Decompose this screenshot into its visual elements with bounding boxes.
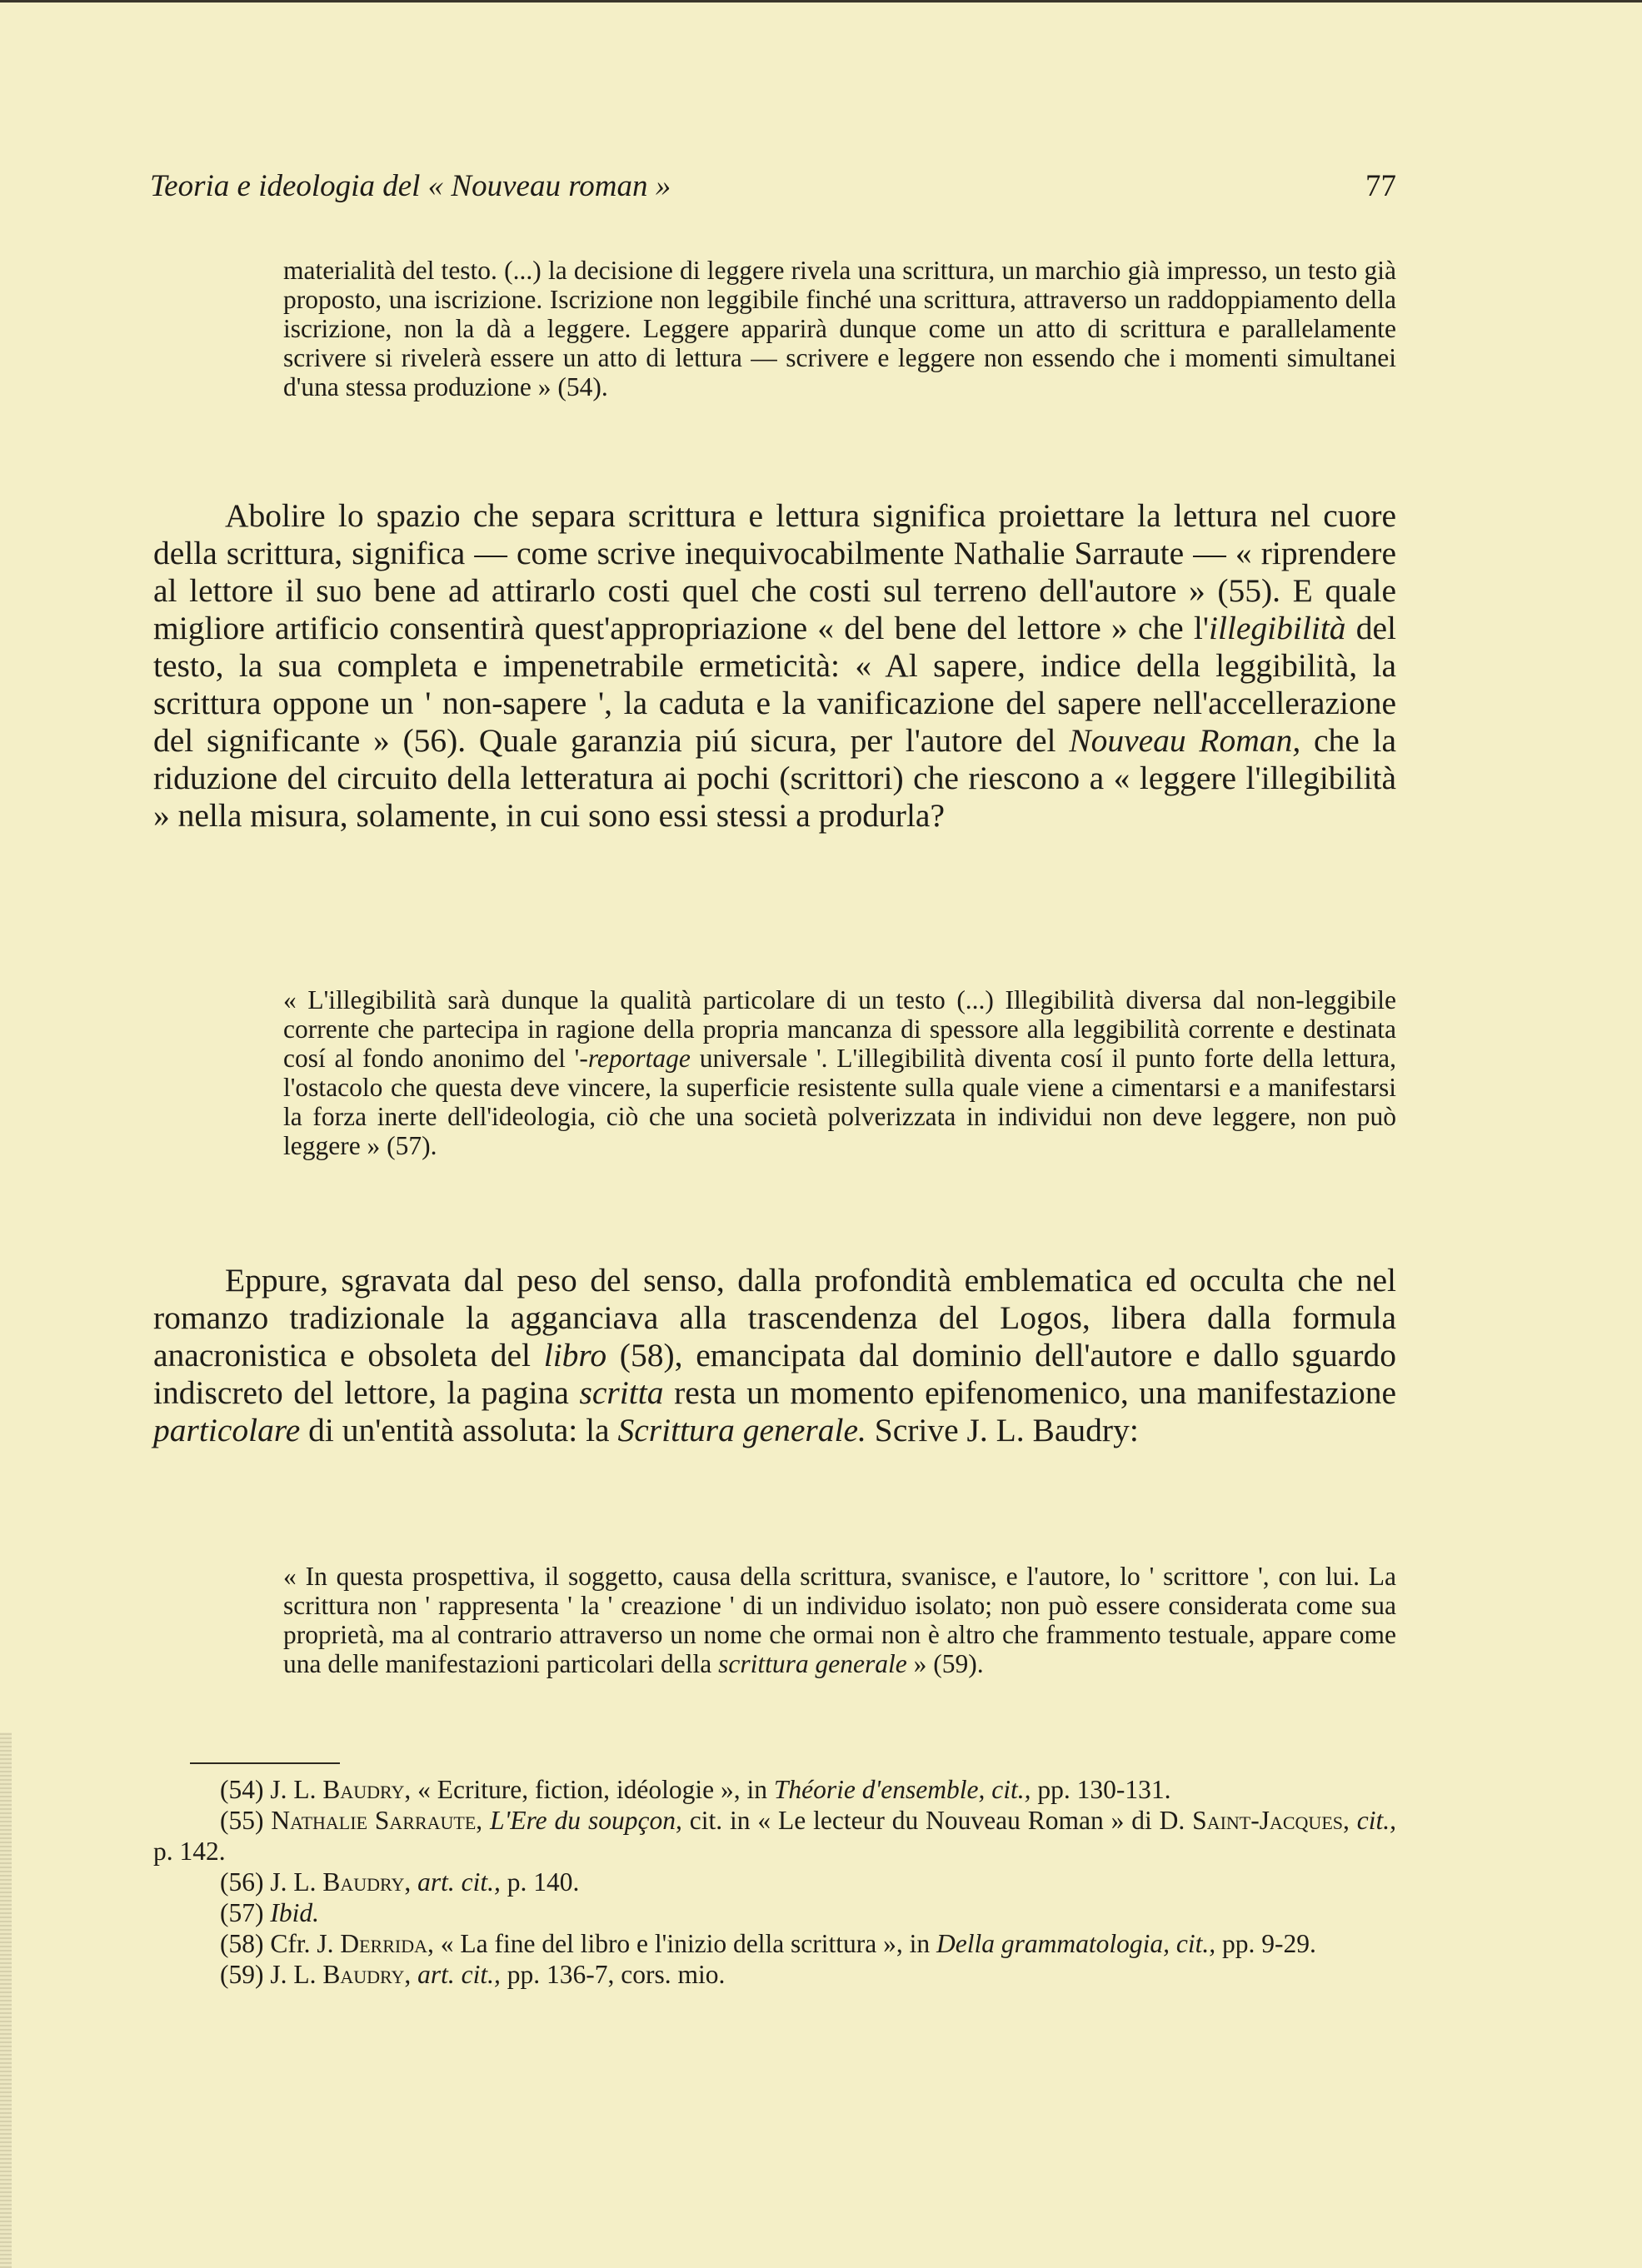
footnote-text (482, 1806, 490, 1835)
body-paragraph-1 (153, 497, 1396, 835)
running-header (150, 163, 1396, 210)
italic-run: Nouveau Roman, (1069, 722, 1301, 759)
footnote-text: cit. in « Le lecteur du Nouveau Roman » di D. (681, 1806, 1193, 1835)
footnote-text: « Ecriture, fiction, idéologie », in (411, 1775, 774, 1804)
quote-text: materialità del testo. (...) la decisione di leggere rivela una scrittura, un marchio già impresso, un testo già proposto, una iscrizione. Iscrizione non leggibile finché una scrittura, attraverso un raddoppiamento della iscrizione, non la dà a leggere. Leggere apparirà dunque come un atto di scrittura e parallelamente scrivere si rivelerà essere un atto di lettura — scrivere e leggere non essendo che i momenti simultanei d'una stessa produzione » (54). (283, 256, 1396, 401)
footnote-text: pp. 9-29. (1215, 1929, 1316, 1958)
footnote-58 (153, 1928, 1396, 1959)
footnote-title: art. cit., (417, 1867, 501, 1897)
italic-run: scrittura generale (718, 1649, 907, 1678)
quote-text: « L'illegibilità sarà dunque la qualità particolare di un testo (...) Illegibilità diversa dal non-leggibile corrente che partecipa in ragione della propria mancanza di spessore alla leggibilità corrente e destinata cosí al fondo anonimo del ' (283, 985, 1396, 1073)
text-run: resta un momento epifenomenico, una manifestazione (663, 1374, 1396, 1411)
quote-paragraph (283, 256, 1396, 401)
text-run: di un'entità assoluta: la (300, 1412, 618, 1448)
footnote-author: Derrida, (340, 1929, 434, 1958)
footnote-text: pp. 130-131. (1031, 1775, 1171, 1804)
footnote-number: (56) (220, 1867, 264, 1897)
footnote-number: (58) (220, 1929, 264, 1958)
quote-text: » (59). (906, 1649, 984, 1678)
footnote-number: (55) (220, 1806, 264, 1835)
italic-run: illegibilità (1208, 610, 1346, 646)
text-run: (58), emancipata dal dominio dell'autore e dallo sguardo indiscreto del lettore, la pagina (153, 1337, 1396, 1411)
italic-run: Scrittura generale. (617, 1412, 866, 1448)
running-title: Teoria e ideologia del « Nouveau roman » (150, 169, 671, 203)
footnote-57 (153, 1897, 1396, 1928)
quote-paragraph (283, 1562, 1396, 1678)
footnote-text: Cfr. J. (270, 1929, 341, 1958)
footnote-number: (57) (220, 1898, 264, 1927)
page-edge-texture (0, 1732, 12, 2268)
italic-run: -reportage (579, 1044, 691, 1073)
block-quote-1 (283, 256, 1396, 401)
footnote-author: Nathalie Sarraute, (271, 1806, 483, 1835)
footnote-author: J. L. Baudry, (270, 1867, 412, 1897)
body-paragraph-2 (153, 1262, 1396, 1449)
footnote-author: J. L. Baudry, (270, 1775, 412, 1804)
italic-run: libro (543, 1337, 607, 1373)
quote-text: universale '. L'illegibilità diventa cosí il punto forte della lettura, l'ostacolo che questa deve vincere, la superficie resistente sulla quale viene a cimentarsi e a manifestarsi la forza inerte dell'ideologia, ciò che una società polverizzata in individui non deve leggere, non può leggere » (57). (283, 1044, 1396, 1160)
footnote-number: (59) (220, 1960, 264, 1989)
footnotes (153, 1774, 1396, 1990)
footnote-59 (153, 1959, 1396, 1990)
paragraph-text (153, 497, 1396, 835)
quote-text: « In questa prospettiva, il soggetto, causa della scrittura, svanisce, e l'autore, lo ' scrittore ', con lui. La scrittura non ' rappresenta ' la ' creazione ' di un individuo isolato; non può essere considerata come sua proprietà, ma al contrario attraverso un nome che ormai non è altro che frammento testuale, appare come una delle manifestazioni particolari della (283, 1562, 1396, 1678)
footnote-title: art. cit., (417, 1960, 501, 1989)
paragraph-text (153, 1262, 1396, 1449)
footnote-text: pp. 136-7, cors. mio. (500, 1960, 726, 1989)
footnote-55 (153, 1805, 1396, 1867)
footnote-title: cit., (1356, 1806, 1397, 1835)
italic-run: particolare (153, 1412, 301, 1448)
text-run: Abolire lo spazio che separa scrittura e lettura significa proiettare la lettura nel cuore della scrittura, significa — come scrive inequivocabilmente Nathalie Sarraute — « riprendere al lettore il suo bene ad attirarlo costi quel che costi sul terreno dell'autore » (55). E quale migliore artificio consentirà quest'appropriazione « del bene del lettore » che l' (153, 497, 1396, 646)
block-quote-3 (283, 1562, 1396, 1678)
quote-paragraph (283, 985, 1396, 1160)
top-edge-rule (0, 0, 1642, 2)
footnote-author: J. L. Baudry, (270, 1960, 412, 1989)
footnote-author: Saint-Jacques, (1192, 1806, 1350, 1835)
footnote-text: p. 142. (153, 1837, 226, 1866)
footnote-title: L'Ere du soupçon, (490, 1806, 682, 1835)
block-quote-2 (283, 985, 1396, 1160)
footnote-54 (153, 1774, 1396, 1805)
page-number: 77 (1365, 169, 1396, 203)
footnote-title: Théorie d'ensemble, cit., (773, 1775, 1031, 1804)
text-run: del testo, la sua completa e impenetrabile ermeticità: « Al sapere, indice della leggibilità, la scrittura oppone un ' non-sapere ', la caduta e la vanificazione del sapere nell'accellerazione del significante » (56). Quale garanzia piú sicura, per l'autore del (153, 610, 1396, 759)
footnote-title: Della grammatologia, cit., (936, 1929, 1216, 1958)
text-run: Scrive J. L. Baudry: (866, 1412, 1139, 1448)
italic-run: scritta (579, 1374, 664, 1411)
text-run: che la riduzione del circuito della letteratura ai pochi (scrittori) che riescono a « leggere l'illegibilità » nella misura, solamente, in cui sono essi stessi a produrla? (153, 722, 1396, 834)
footnote-separator (190, 1762, 340, 1764)
text-run: Eppure, sgravata dal peso del senso, dalla profondità emblematica ed occulta che nel romanzo tradizionale la agganciava alla trascendenza del Logos, libera dalla formula anacronistica e obsoleta del (153, 1262, 1396, 1373)
footnote-text: p. 140. (500, 1867, 580, 1897)
footnote-text: « La fine del libro e l'inizio della scrittura », in (433, 1929, 937, 1958)
footnote-title: Ibid. (270, 1898, 319, 1927)
footnote-number: (54) (220, 1775, 264, 1804)
footnote-56 (153, 1867, 1396, 1897)
